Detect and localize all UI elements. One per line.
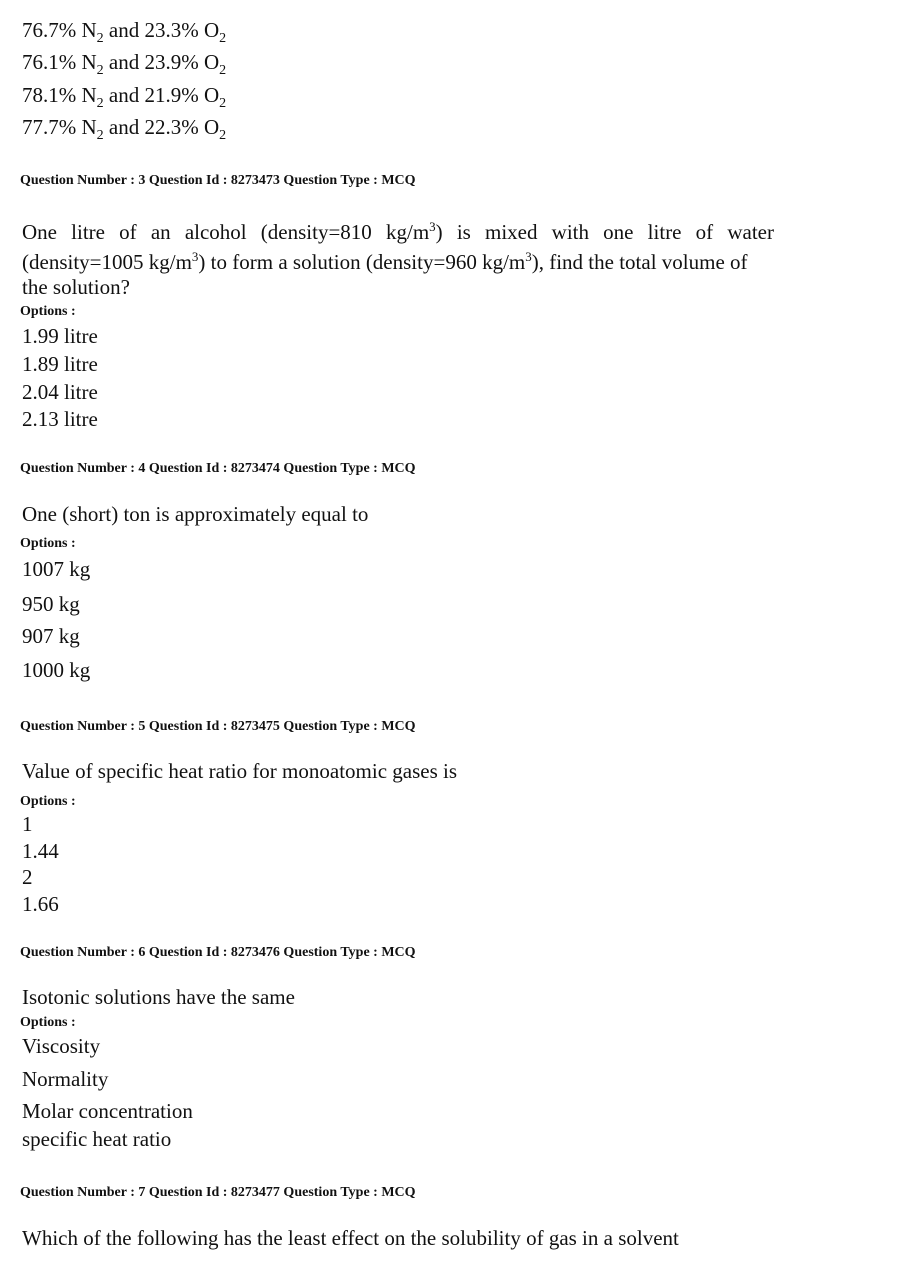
- option-text: and 23.9% O: [103, 50, 220, 74]
- question-3-text-line-3: the solution?: [22, 275, 130, 299]
- question-5-header: Question Number : 5 Question Id : 8273475 Question Type : MCQ: [20, 719, 416, 734]
- q5-option-3: 2: [22, 865, 33, 889]
- q4-option-4: 1000 kg: [22, 658, 91, 682]
- question-5-text: Value of specific heat ratio for monoatomic gases is: [22, 759, 458, 783]
- option-text: and 21.9% O: [103, 83, 220, 107]
- question-7-header: Question Number : 7 Question Id : 8273477 Question Type : MCQ: [20, 1185, 416, 1200]
- question-text: One litre of an alcohol (density=810 kg/m: [22, 220, 430, 244]
- q6-option-1: Viscosity: [22, 1034, 101, 1058]
- q6-option-4: specific heat ratio: [22, 1127, 172, 1151]
- q5-option-1: 1: [22, 812, 33, 836]
- question-4-header: Question Number : 4 Question Id : 8273474 Question Type : MCQ: [20, 461, 416, 476]
- options-label: Options :: [20, 1015, 76, 1030]
- subscript: 2: [96, 128, 104, 143]
- question-3-text-line-2: [22, 250, 748, 275]
- q2-option-2: [22, 50, 227, 78]
- subscript: 2: [96, 31, 104, 46]
- q4-option-2: 950 kg: [22, 592, 80, 616]
- q6-option-3: Molar concentration: [22, 1099, 193, 1123]
- superscript: 3: [525, 249, 532, 264]
- question-3-text-line-1: [22, 220, 774, 245]
- subscript: 2: [96, 63, 104, 78]
- subscript: 2: [219, 96, 227, 111]
- q3-option-2: 1.89 litre: [22, 352, 98, 376]
- option-text: 78.1% N: [22, 83, 97, 107]
- q3-option-4: 2.13 litre: [22, 407, 98, 431]
- question-3-header: Question Number : 3 Question Id : 8273473 Question Type : MCQ: [20, 173, 416, 188]
- q3-option-1: 1.99 litre: [22, 324, 98, 348]
- question-6-text: Isotonic solutions have the same: [22, 985, 295, 1009]
- q3-option-3: 2.04 litre: [22, 380, 98, 404]
- question-7-text: Which of the following has the least effect on the solubility of gas in a solvent: [22, 1226, 679, 1250]
- question-4-text: One (short) ton is approximately equal to: [22, 502, 369, 526]
- option-text: and 22.3% O: [103, 115, 220, 139]
- q2-option-3: [22, 83, 227, 111]
- options-label: Options :: [20, 536, 76, 551]
- subscript: 2: [96, 96, 104, 111]
- option-text: and 23.3% O: [103, 18, 220, 42]
- subscript: 2: [219, 31, 227, 46]
- q4-option-1: 1007 kg: [22, 557, 91, 581]
- q2-option-4: [22, 115, 227, 143]
- options-label: Options :: [20, 794, 76, 809]
- subscript: 2: [219, 63, 227, 78]
- subscript: 2: [219, 128, 227, 143]
- options-label: Options :: [20, 304, 76, 319]
- q5-option-2: 1.44: [22, 839, 59, 863]
- question-text: ) to form a solution (density=960 kg/m: [198, 250, 526, 274]
- question-text: ) is mixed with one litre of water: [435, 220, 774, 244]
- question-text: (density=1005 kg/m: [22, 250, 192, 274]
- q5-option-4: 1.66: [22, 892, 59, 916]
- superscript: 3: [429, 219, 436, 234]
- question-6-header: Question Number : 6 Question Id : 8273476 Question Type : MCQ: [20, 945, 416, 960]
- superscript: 3: [191, 249, 199, 264]
- option-text: 77.7% N: [22, 115, 97, 139]
- q2-option-1: [22, 18, 227, 46]
- option-text: 76.7% N: [22, 18, 97, 42]
- question-text: ), find the total volume of: [531, 250, 748, 274]
- q4-option-3: 907 kg: [22, 624, 80, 648]
- q6-option-2: Normality: [22, 1067, 109, 1091]
- option-text: 76.1% N: [22, 50, 97, 74]
